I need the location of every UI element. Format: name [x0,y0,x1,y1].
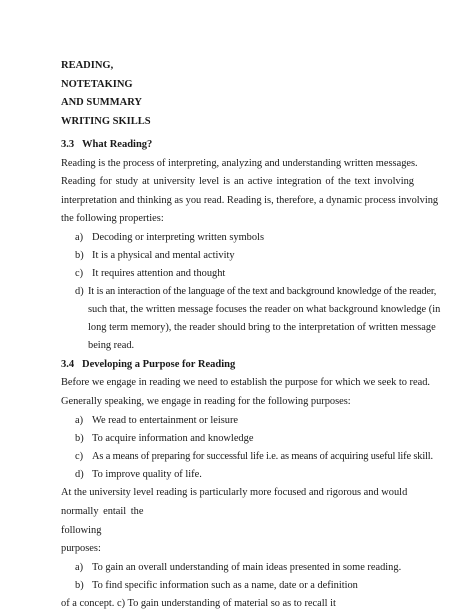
sec33-item-a-text: Decoding or interpreting written symbols [92,232,264,243]
sec34-item-d-text: To improve quality of life. [92,469,202,480]
sec33-item-d-continuation-2: long term memory), the reader should bring to the interpretation of written message [88,322,436,333]
sec34-paragraph-2-line-1: At the university level reading is particularly more focused and rigorous and would [61,487,408,498]
sec34-item-c-marker: c) [75,451,84,462]
sec34-paragraph-2-line-3: following [61,525,102,536]
sec34-item-a-marker: a) [75,415,84,426]
sec33-item-d-continuation-3: being read. [88,340,135,351]
sec34-item-c-text: As a means of preparing for successful life i.e. as means of acquiring useful life skill. [92,451,433,462]
sec34-paragraph-1-line-2: Generally speaking, we engage in reading for the following purposes: [61,396,351,407]
sec33-item-b-text: It is a physical and mental activity [92,250,235,261]
section-3-4-number: 3.4 [61,359,75,370]
sec33-item-d-marker: d) [75,286,84,297]
sec33-item-d-continuation-1: such that, the written message focuses the reader on what background knowledge (in [88,304,441,315]
sec34-paragraph-2-line-2: normally entail the [61,506,144,517]
sec33-item-d-text: It is an interaction of the language of the text and background knowledge of the reader, [88,286,437,297]
sec34-item-a-text: We read to entertainment or leisure [92,415,239,426]
sec34-item-d-marker: d) [75,469,84,480]
sec34-list2-item-a-text: To gain an overall understanding of main ideas presented in some reading. [92,562,402,573]
sec34-list2-item-b-text: To find specific information such as a name, date or a definition [92,580,358,591]
sec33-item-c-text: It requires attention and thought [92,268,226,279]
sec34-item-b-text: To acquire information and knowledge [92,433,254,444]
title-line-2: NOTETAKING [61,79,133,90]
sec33-item-a-marker: a) [75,232,84,243]
sec34-last-line: of a concept. c) To gain understanding of material so as to recall it [61,598,336,609]
section-3-4-heading: Developing a Purpose for Reading [82,359,236,370]
sec34-paragraph-1-line-1: Before we engage in reading we need to establish the purpose for which we seek to read. [61,377,431,388]
sec34-list2-item-b-marker: b) [75,580,84,591]
sec33-item-b-marker: b) [75,250,84,261]
sec33-paragraph-2-line-3: the following properties: [61,213,164,224]
sec33-paragraph-2-line-2: interpretation and thinking as you read. Reading is, therefore, a dynamic process involving [61,195,439,206]
sec34-list2-item-a-marker: a) [75,562,84,573]
sec33-paragraph-1: Reading is the process of interpreting, analyzing and understanding written messages. [61,158,418,169]
section-3-3-number: 3.3 [61,139,75,150]
sec34-paragraph-2-line-4: purposes: [61,543,101,554]
sec34-item-b-marker: b) [75,433,84,444]
section-3-3-heading: What Reading? [82,139,153,150]
title-line-3: AND SUMMARY [61,97,142,108]
title-line-1: READING, [61,60,114,71]
sec33-item-c-marker: c) [75,268,84,279]
title-line-4: WRITING SKILLS [61,116,151,127]
sec33-paragraph-2-line-1: Reading for study at university level is an active integration of the text involving [61,176,414,187]
